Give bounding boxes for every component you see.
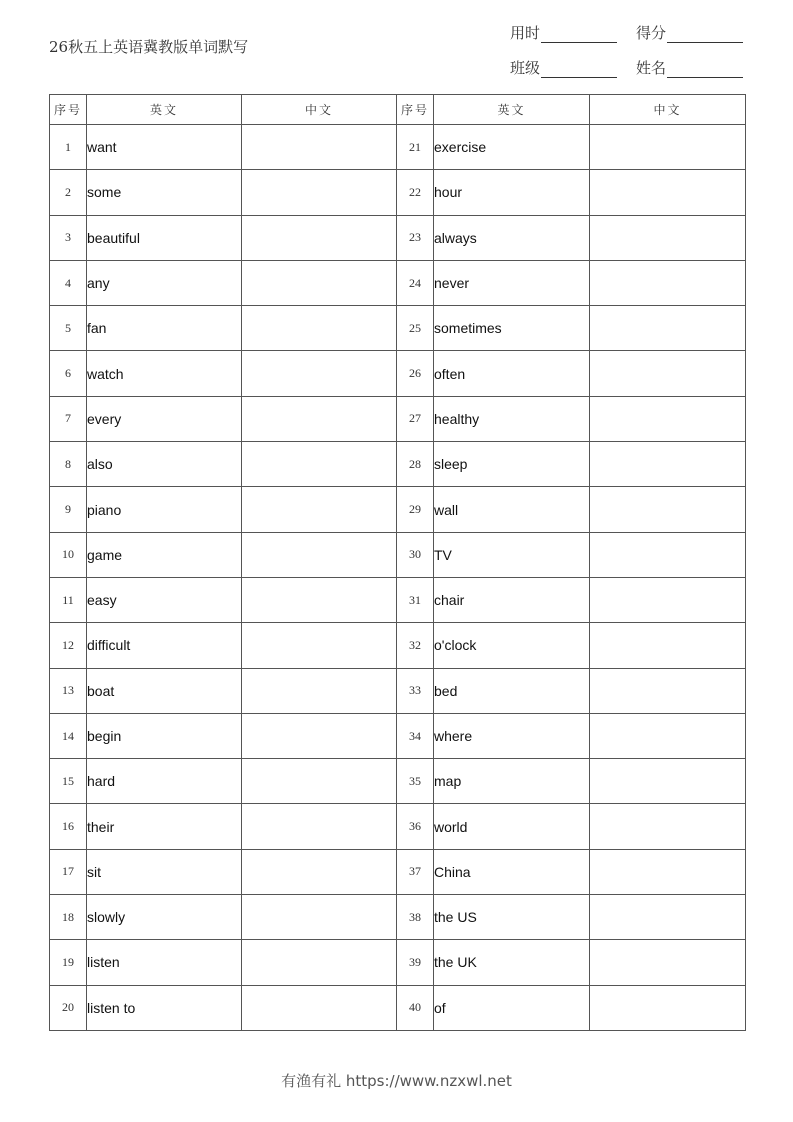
english-word-right: often — [434, 351, 590, 396]
row-number-right: 28 — [397, 442, 434, 487]
row-number-right: 34 — [397, 713, 434, 758]
row-number-left: 1 — [50, 125, 87, 170]
row-number-right: 40 — [397, 985, 434, 1030]
english-word-right: of — [434, 985, 590, 1030]
row-number-left: 6 — [50, 351, 87, 396]
row-number-left: 5 — [50, 306, 87, 351]
table-row — [50, 804, 746, 849]
row-number-right: 24 — [397, 260, 434, 305]
chinese-answer-left[interactable] — [242, 623, 397, 668]
table-body — [50, 125, 746, 1031]
vocabulary-table — [49, 94, 746, 1031]
table-row — [50, 895, 746, 940]
english-word-right: chair — [434, 577, 590, 622]
chinese-answer-right[interactable] — [590, 713, 746, 758]
chinese-answer-right[interactable] — [590, 260, 746, 305]
english-word-left: every — [87, 396, 242, 441]
chinese-answer-right[interactable] — [590, 985, 746, 1030]
table-row — [50, 668, 746, 713]
chinese-answer-right[interactable] — [590, 804, 746, 849]
chinese-answer-left[interactable] — [242, 577, 397, 622]
table-row — [50, 260, 746, 305]
english-word-right: always — [434, 215, 590, 260]
class-blank-line[interactable] — [541, 63, 617, 78]
row-number-right: 33 — [397, 668, 434, 713]
english-word-right: the US — [434, 895, 590, 940]
english-word-right: healthy — [434, 396, 590, 441]
chinese-answer-left[interactable] — [242, 125, 397, 170]
chinese-answer-left[interactable] — [242, 170, 397, 215]
chinese-answer-right[interactable] — [590, 396, 746, 441]
row-number-left: 9 — [50, 487, 87, 532]
english-word-left: listen to — [87, 985, 242, 1030]
row-number-right: 38 — [397, 895, 434, 940]
row-number-right: 23 — [397, 215, 434, 260]
english-word-left: piano — [87, 487, 242, 532]
english-word-left: listen — [87, 940, 242, 985]
chinese-answer-right[interactable] — [590, 849, 746, 894]
chinese-answer-right[interactable] — [590, 532, 746, 577]
table-row — [50, 351, 746, 396]
name-label: 姓名 — [636, 59, 667, 77]
row-number-left: 10 — [50, 532, 87, 577]
english-word-left: also — [87, 442, 242, 487]
english-word-right: map — [434, 759, 590, 804]
row-number-right: 27 — [397, 396, 434, 441]
header-row — [50, 95, 746, 125]
row-number-right: 31 — [397, 577, 434, 622]
row-number-left: 8 — [50, 442, 87, 487]
time-field — [510, 22, 617, 43]
chinese-answer-right[interactable] — [590, 215, 746, 260]
table-row — [50, 487, 746, 532]
row-number-left: 15 — [50, 759, 87, 804]
table-row — [50, 849, 746, 894]
english-word-left: fan — [87, 306, 242, 351]
row-number-left: 17 — [50, 849, 87, 894]
header-english-right: 英文 — [434, 95, 590, 125]
name-field — [636, 57, 743, 78]
english-word-right: TV — [434, 532, 590, 577]
chinese-answer-right[interactable] — [590, 125, 746, 170]
header-number-right: 序号 — [397, 95, 434, 125]
class-field — [510, 57, 617, 78]
table-row — [50, 215, 746, 260]
chinese-answer-right[interactable] — [590, 940, 746, 985]
english-word-left: begin — [87, 713, 242, 758]
english-word-left: boat — [87, 668, 242, 713]
english-word-left: beautiful — [87, 215, 242, 260]
row-number-left: 4 — [50, 260, 87, 305]
score-blank-line[interactable] — [667, 28, 743, 43]
chinese-answer-right[interactable] — [590, 623, 746, 668]
header-english-left: 英文 — [87, 95, 242, 125]
row-number-left: 14 — [50, 713, 87, 758]
chinese-answer-left[interactable] — [242, 532, 397, 577]
row-number-right: 29 — [397, 487, 434, 532]
time-blank-line[interactable] — [541, 28, 617, 43]
english-word-right: bed — [434, 668, 590, 713]
english-word-left: want — [87, 125, 242, 170]
table-row — [50, 442, 746, 487]
table-row — [50, 532, 746, 577]
row-number-right: 26 — [397, 351, 434, 396]
chinese-answer-left[interactable] — [242, 849, 397, 894]
english-word-right: o'clock — [434, 623, 590, 668]
row-number-right: 39 — [397, 940, 434, 985]
score-field — [636, 22, 743, 43]
chinese-answer-left[interactable] — [242, 260, 397, 305]
header-chinese-right: 中文 — [590, 95, 746, 125]
chinese-answer-left[interactable] — [242, 442, 397, 487]
chinese-answer-left[interactable] — [242, 985, 397, 1030]
chinese-answer-right[interactable] — [590, 442, 746, 487]
english-word-right: the UK — [434, 940, 590, 985]
english-word-left: difficult — [87, 623, 242, 668]
table-row — [50, 125, 746, 170]
chinese-answer-left[interactable] — [242, 895, 397, 940]
row-number-right: 36 — [397, 804, 434, 849]
english-word-right: China — [434, 849, 590, 894]
english-word-right: never — [434, 260, 590, 305]
english-word-left: slowly — [87, 895, 242, 940]
row-number-left: 3 — [50, 215, 87, 260]
english-word-left: some — [87, 170, 242, 215]
chinese-answer-left[interactable] — [242, 215, 397, 260]
row-number-right: 21 — [397, 125, 434, 170]
score-label: 得分 — [636, 24, 667, 42]
table-row — [50, 396, 746, 441]
english-word-left: watch — [87, 351, 242, 396]
english-word-left: sit — [87, 849, 242, 894]
table-row — [50, 623, 746, 668]
chinese-answer-right[interactable] — [590, 895, 746, 940]
english-word-right: sometimes — [434, 306, 590, 351]
english-word-left: easy — [87, 577, 242, 622]
chinese-answer-left[interactable] — [242, 804, 397, 849]
english-word-left: hard — [87, 759, 242, 804]
row-number-left: 19 — [50, 940, 87, 985]
english-word-right: where — [434, 713, 590, 758]
row-number-left: 2 — [50, 170, 87, 215]
header-number-left: 序号 — [50, 95, 87, 125]
english-word-left: their — [87, 804, 242, 849]
header-chinese-left: 中文 — [242, 95, 397, 125]
table-row — [50, 713, 746, 758]
row-number-right: 35 — [397, 759, 434, 804]
table-row — [50, 759, 746, 804]
chinese-answer-right[interactable] — [590, 351, 746, 396]
english-word-right: world — [434, 804, 590, 849]
chinese-answer-right[interactable] — [590, 487, 746, 532]
chinese-answer-right[interactable] — [590, 759, 746, 804]
english-word-left: any — [87, 260, 242, 305]
row-number-left: 16 — [50, 804, 87, 849]
chinese-answer-right[interactable] — [590, 170, 746, 215]
chinese-answer-left[interactable] — [242, 759, 397, 804]
footer-watermark: 有渔有礼 https://www.nzxwl.net — [281, 1072, 512, 1090]
row-number-right: 25 — [397, 306, 434, 351]
english-word-left: game — [87, 532, 242, 577]
time-label: 用时 — [510, 24, 541, 42]
row-number-right: 32 — [397, 623, 434, 668]
chinese-answer-left[interactable] — [242, 713, 397, 758]
row-number-left: 11 — [50, 577, 87, 622]
row-number-left: 13 — [50, 668, 87, 713]
row-number-right: 30 — [397, 532, 434, 577]
name-blank-line[interactable] — [667, 63, 743, 78]
row-number-left: 20 — [50, 985, 87, 1030]
table-row — [50, 940, 746, 985]
table-row — [50, 985, 746, 1030]
english-word-right: exercise — [434, 125, 590, 170]
chinese-answer-left[interactable] — [242, 396, 397, 441]
chinese-answer-left[interactable] — [242, 487, 397, 532]
chinese-answer-left[interactable] — [242, 351, 397, 396]
class-label: 班级 — [510, 59, 541, 77]
chinese-answer-left[interactable] — [242, 306, 397, 351]
table-row — [50, 577, 746, 622]
row-number-right: 37 — [397, 849, 434, 894]
english-word-right: wall — [434, 487, 590, 532]
row-number-right: 22 — [397, 170, 434, 215]
chinese-answer-right[interactable] — [590, 668, 746, 713]
chinese-answer-left[interactable] — [242, 940, 397, 985]
row-number-left: 7 — [50, 396, 87, 441]
row-number-left: 12 — [50, 623, 87, 668]
table-row — [50, 170, 746, 215]
chinese-answer-right[interactable] — [590, 306, 746, 351]
english-word-right: hour — [434, 170, 590, 215]
worksheet-title: 26秋五上英语冀教版单词默写 — [49, 38, 249, 56]
chinese-answer-right[interactable] — [590, 577, 746, 622]
table-row — [50, 306, 746, 351]
row-number-left: 18 — [50, 895, 87, 940]
chinese-answer-left[interactable] — [242, 668, 397, 713]
english-word-right: sleep — [434, 442, 590, 487]
